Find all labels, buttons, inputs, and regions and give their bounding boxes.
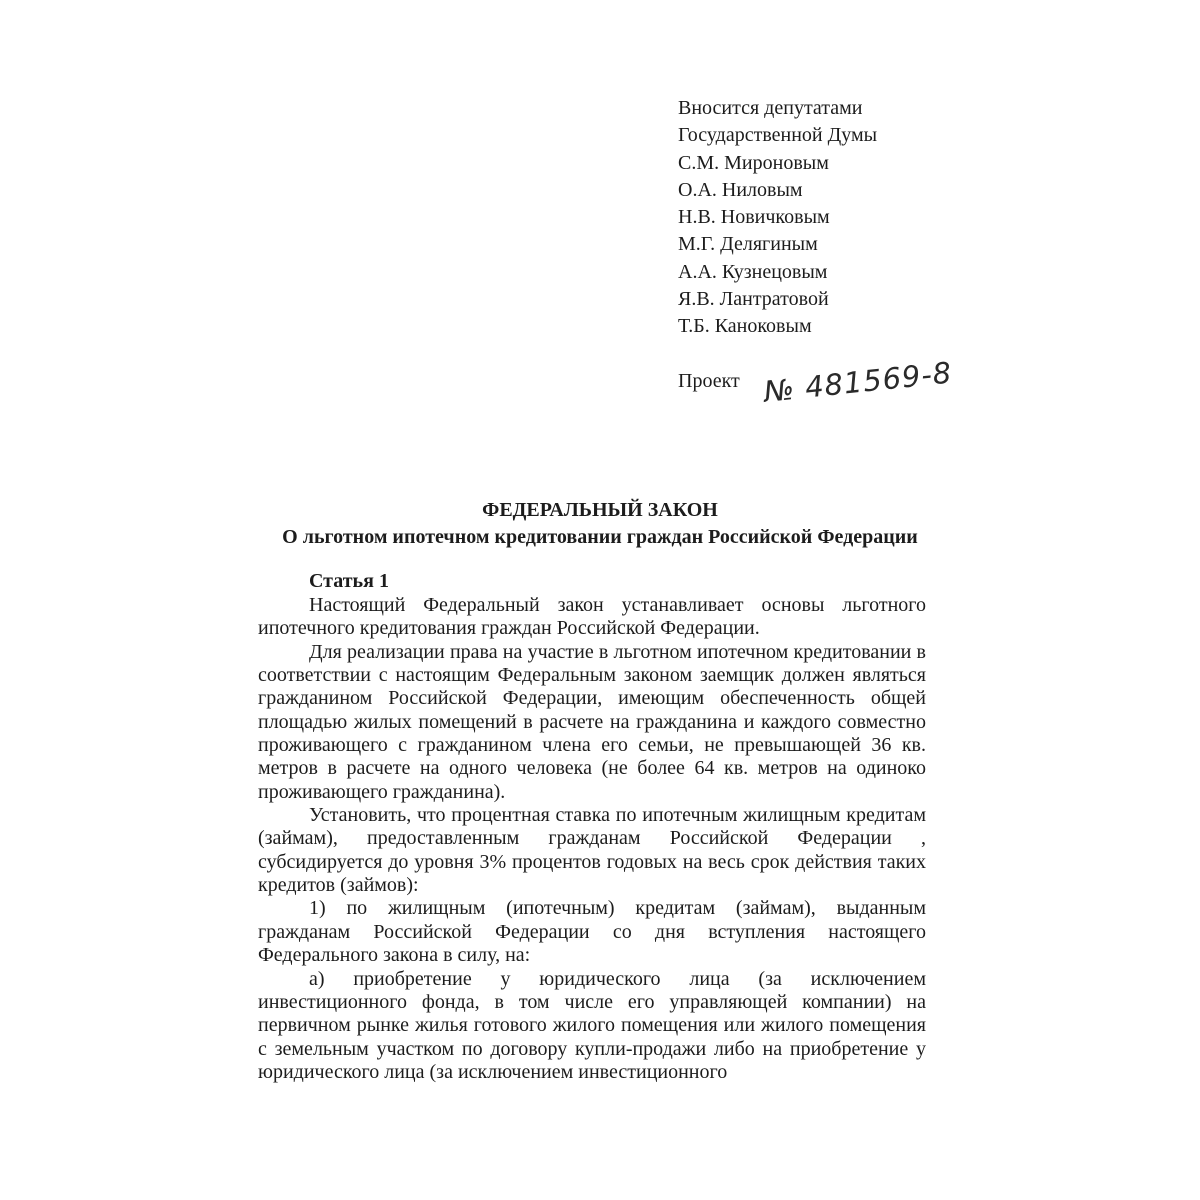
article-body [258, 594, 926, 1084]
deputy-name: А.А. Кузнецовым [678, 260, 828, 283]
law-title: ФЕДЕРАЛЬНЫЙ ЗАКОН [482, 499, 718, 521]
article-paragraph: Настоящий Федеральный закон устанавливает основы льготного ипотечного кредитования граждан Российской Федерации. [258, 594, 926, 640]
article-heading: Статья 1 [309, 570, 389, 592]
article-paragraph: а) приобретение у юридического лица (за исключением инвестиционного фонда, в том числе его управляющей компании) на первичном рынке жилья готового жилого помещения или жилого помещения с земельным участком по договору купли-продажи либо на приобретение у юридического лица (за исключением инвестиционного [258, 967, 926, 1083]
deputy-name: О.А. Ниловым [678, 178, 803, 201]
deputy-name: Я.В. Лантратовой [678, 288, 829, 311]
article-paragraph: Для реализации права на участие в льготном ипотечном кредитовании в соответствии с настоящим Федеральным законом заемщик должен являться гражданином Российской Федерации, имеющим обеспеченность общей площадью жилых помещений в расчете на гражданина и каждого совместно проживающего с гражданином члена его семьи, не превышающей 36 кв. метров в расчете на одного человека (не более 64 кв. метров на одиноко проживающего гражданина). [258, 640, 926, 803]
introduced-by-block [678, 95, 1098, 341]
state-duma-line: Государственной Думы [678, 124, 878, 147]
deputy-name: С.М. Мироновым [678, 151, 829, 174]
deputy-name: Н.В. Новичковым [678, 206, 830, 229]
deputy-name: Т.Б. Каноковым [678, 315, 812, 338]
deputy-name: М.Г. Делягиным [678, 233, 818, 256]
introduced-by-line: Вносится депутатами [678, 97, 863, 119]
handwritten-project-number: № 481569-8 [762, 355, 954, 409]
article-paragraph: 1) по жилищным (ипотечным) кредитам (займам), выданным гражданам Российской Федерации со дня вступления настоящего Федерального закона в силу, на: [258, 897, 926, 967]
project-label: Проект [678, 370, 740, 392]
article-paragraph: Установить, что процентная ставка по ипотечным жилищным кредитам (займам), предоставленным гражданам Российской Федерации , субсидируется до уровня 3% процентов годовых на весь срок действия таких кредитов (займов): [258, 804, 926, 897]
law-subtitle: О льготном ипотечном кредитовании граждан Российской Федерации [282, 526, 918, 548]
